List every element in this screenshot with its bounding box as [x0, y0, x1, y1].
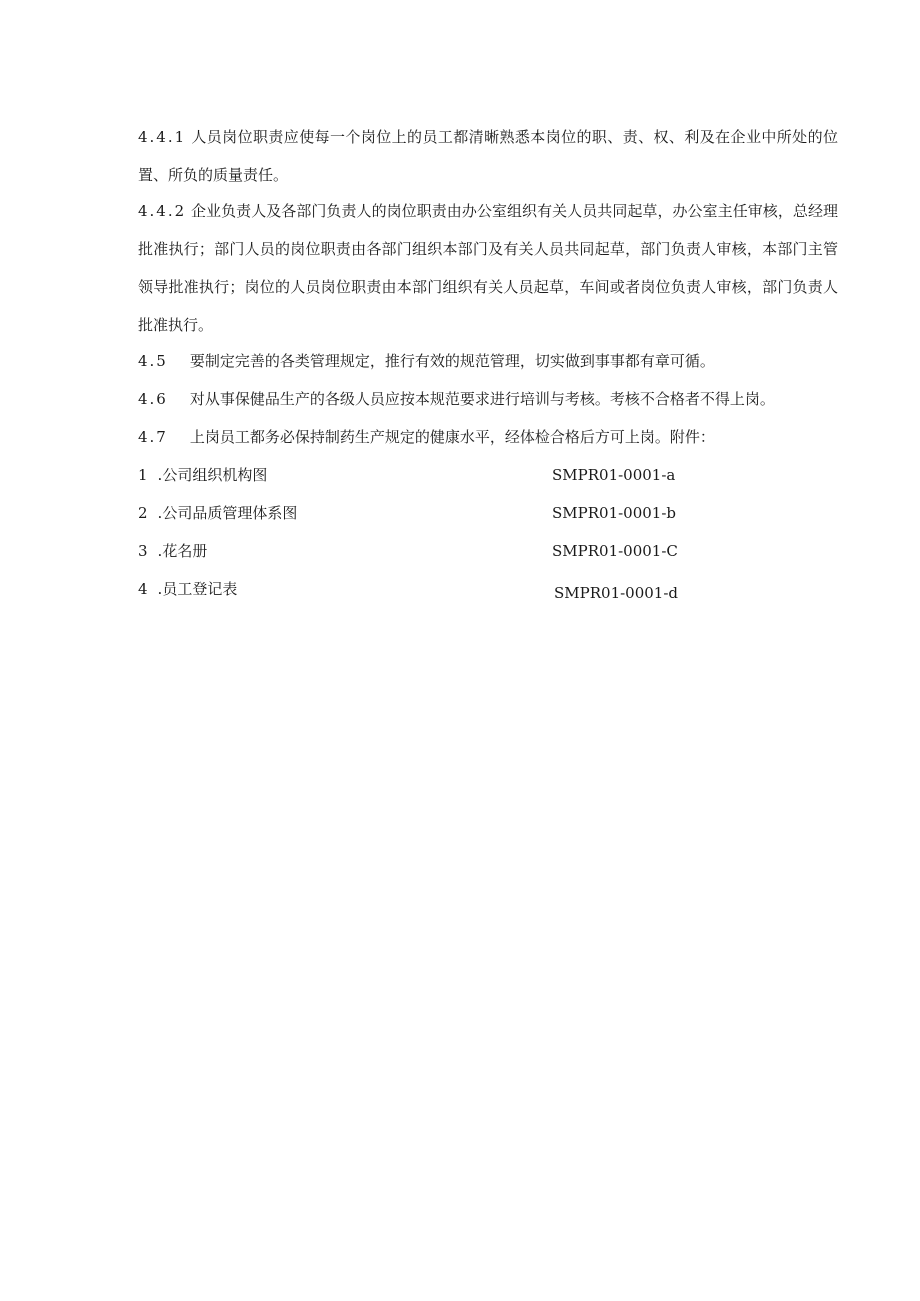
paragraph-number: 4.5	[138, 352, 168, 370]
paragraph-4-4-2	[138, 192, 838, 344]
attachment-item-1: 1 .公司组织机构图	[138, 466, 268, 484]
attachment-name: 花名册	[162, 542, 208, 560]
paragraph-4-6	[138, 380, 838, 418]
paragraph-text: 要制定完善的各类管理规定，推行有效的规范管理，切实做到事事都有章可循。	[189, 352, 715, 370]
paragraph-text: 对从事保健品生产的各级人员应按本规范要求进行培训与考核。考核不合格者不得上岗。	[189, 390, 775, 408]
paragraph-number: 4.4.1	[138, 128, 187, 146]
attachment-code-1: SMPR01-0001-a	[552, 466, 676, 484]
attachment-name: 公司组织机构图	[162, 466, 268, 484]
attachment-index: 1	[138, 466, 148, 484]
paragraph-4-5	[138, 342, 838, 380]
attachment-code-4: SMPR01-0001-d	[554, 584, 679, 602]
attachment-index: 4	[138, 580, 148, 598]
attachment-name: 公司品质管理体系图	[162, 504, 298, 522]
attachment-name: 员工登记表	[162, 580, 238, 598]
attachment-index: 3	[138, 542, 148, 560]
attachment-index: 2	[138, 504, 148, 522]
paragraph-number: 4.6	[138, 390, 168, 408]
paragraph-text: 企业负责人及各部门负责人的岗位职责由办公室组织有关人员共同起草，办公室主任审核，总经理批准执行；部门人员的岗位职责由各部门组织本部门及有关人员共同起草，部门负责人审核，本部门主管领导批准执行；岗位的人员岗位职责由本部门组织有关人员起草，车间或者岗位负责人审核，部门负责人批准执行。	[138, 202, 838, 334]
attachment-code-3: SMPR01-0001-C	[552, 542, 678, 560]
attachment-item-2: 2 .公司品质管理体系图	[138, 504, 298, 522]
attachment-item-4: 4 .员工登记表	[138, 580, 238, 598]
paragraph-text: 上岗员工都务必保持制药生产规定的健康水平，经体检合格后方可上岗。附件：	[189, 428, 715, 446]
attachment-code-2: SMPR01-0001-b	[552, 504, 677, 522]
paragraph-number: 4.4.2	[138, 202, 187, 220]
paragraph-text: 人员岗位职责应使每一个岗位上的员工都清晰熟悉本岗位的职、责、权、利及在企业中所处的位置、所负的质量责任。	[138, 128, 838, 184]
attachment-item-3: 3 .花名册	[138, 542, 208, 560]
paragraph-number: 4.7	[138, 428, 168, 446]
paragraph-4-4-1	[138, 118, 838, 194]
paragraph-4-7	[138, 418, 838, 456]
